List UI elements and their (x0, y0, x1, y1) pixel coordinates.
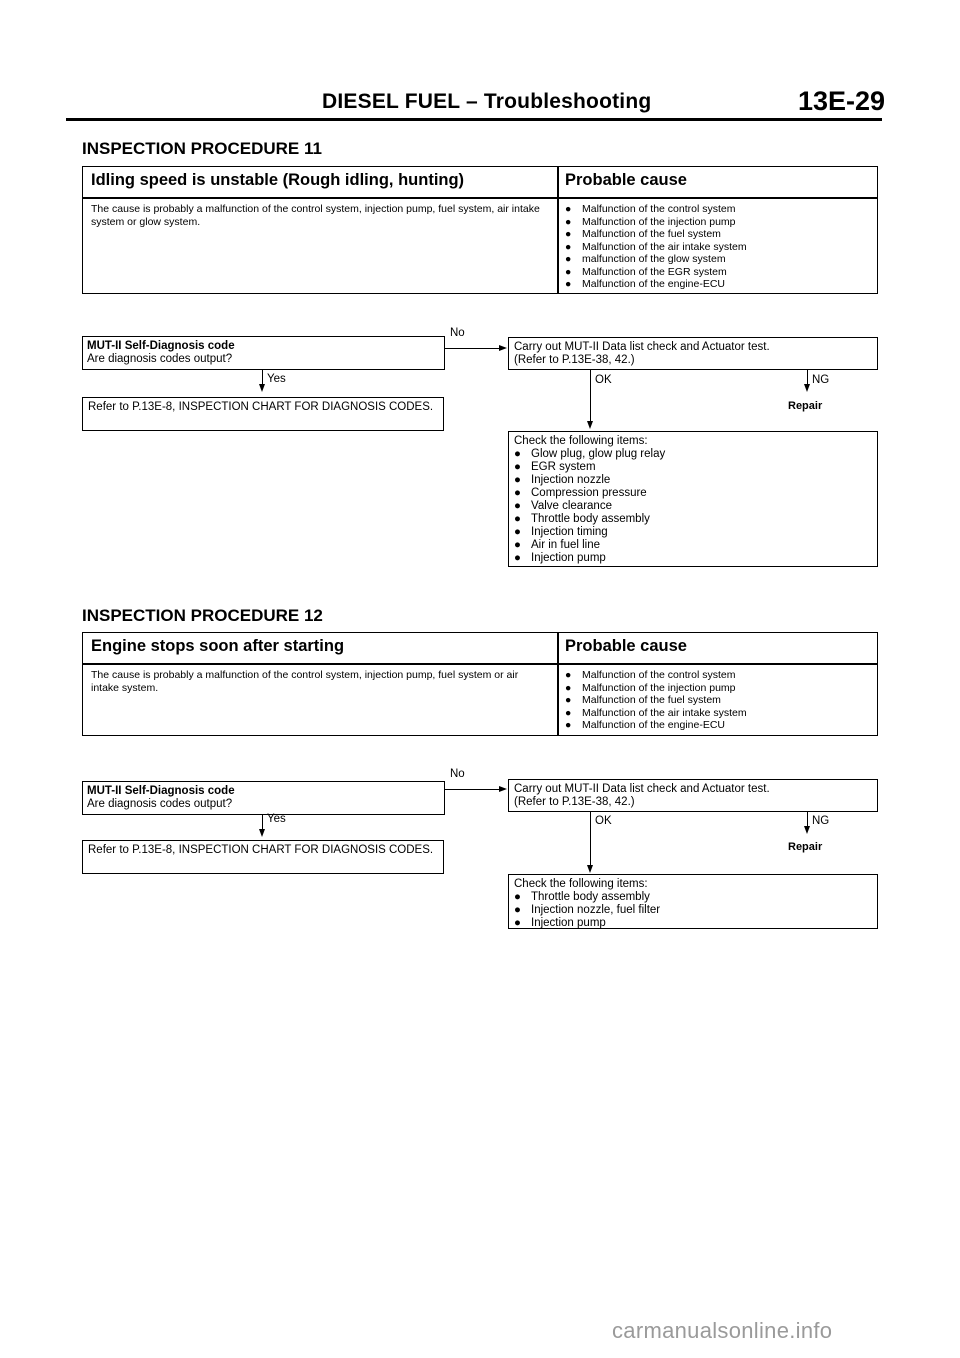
list-item: ● Valve clearance (514, 500, 612, 512)
list-item: ● Injection nozzle (514, 474, 611, 486)
diagnosis-check-title: MUT-II Self-Diagnosis code (87, 785, 235, 797)
probable-cause-list (565, 669, 865, 732)
bullet-icon: ● (514, 891, 521, 903)
arrow-down-icon (259, 829, 265, 837)
diagnosis-check-title: MUT-II Self-Diagnosis code (87, 340, 235, 352)
repair-label: Repair (788, 841, 823, 853)
list-item: ● Malfunction of the injection pump (565, 681, 736, 694)
bullet-icon: ● (514, 526, 521, 538)
bullet-icon: ● (565, 681, 572, 694)
carry-out-line-2: (Refer to P.13E-38, 42.) (514, 796, 635, 808)
bullet-icon: ● (514, 487, 521, 499)
arrow-down-icon (804, 826, 810, 834)
list-item: ● Injection pump (514, 552, 606, 564)
watermark: carmanualsonline.info (612, 1318, 833, 1343)
arrow-right-icon (499, 345, 507, 351)
bullet-icon: ● (565, 228, 572, 240)
no-label: No (450, 327, 465, 339)
list-item: ● Malfunction of the EGR system (565, 265, 727, 278)
bullet-icon: ● (565, 253, 572, 265)
bullet-icon: ● (565, 265, 572, 278)
probable-cause-heading: Probable cause (565, 637, 687, 655)
list-item: ● Injection pump (514, 917, 606, 929)
table-header-divider (83, 197, 877, 199)
procedure-12-title: INSPECTION PROCEDURE 12 (82, 606, 323, 625)
table-column-divider (557, 633, 559, 735)
refer-inspection-chart-box (82, 397, 444, 431)
bullet-icon: ● (514, 448, 521, 460)
refer-text: Refer to P.13E-8, INSPECTION CHART FOR DIAGNOSIS CODES. (88, 844, 434, 856)
no-label: No (450, 768, 465, 780)
list-item: ● Malfunction of the engine-ECU (565, 719, 725, 731)
no-connector-line (444, 348, 500, 349)
list-item: ● Compression pressure (514, 487, 647, 499)
table-header-divider (83, 663, 877, 665)
list-item: ● Glow plug, glow plug relay (514, 448, 666, 460)
cause-description: The cause is probably a malfunction of the control system, injection pump, fuel system or air intake system. (91, 669, 519, 694)
list-item: ● Malfunction of the air intake system (565, 706, 747, 719)
procedure-11-title: INSPECTION PROCEDURE 11 (82, 139, 322, 158)
list-item: ● Malfunction of the engine-ECU (565, 278, 725, 290)
list-item: ● EGR system (514, 461, 596, 473)
ng-label: NG (812, 374, 830, 386)
list-item: ● Malfunction of the fuel system (565, 228, 721, 240)
page-title: DIESEL FUEL – Troubleshooting (322, 90, 652, 113)
bullet-icon: ● (565, 240, 572, 253)
list-item: ● Throttle body assembly (514, 891, 650, 903)
symptom-heading: Idling speed is unstable (Rough idling, hunting) (91, 171, 465, 189)
procedure-11-cause-table (82, 166, 878, 294)
carry-out-test-box (508, 337, 878, 370)
list-item: ● malfunction of the glow system (565, 253, 726, 265)
bullet-icon: ● (514, 904, 521, 916)
bullet-icon: ● (565, 719, 572, 731)
procedure-12-cause-table (82, 632, 878, 736)
check-items-box (508, 431, 878, 567)
ok-connector-line (590, 812, 591, 866)
probable-cause-heading: Probable cause (565, 171, 687, 189)
bullet-icon: ● (514, 552, 521, 564)
box-edge (444, 336, 445, 370)
arrow-down-icon (259, 384, 265, 392)
check-items-box (508, 874, 878, 929)
box-edge (82, 781, 83, 815)
refer-inspection-chart-box (82, 840, 444, 874)
arrow-right-icon (499, 786, 507, 792)
list-item: ● Malfunction of the control system (565, 203, 736, 215)
diagnosis-check-box (82, 781, 444, 815)
list-item: ● Injection nozzle, fuel filter (514, 904, 661, 916)
bullet-icon: ● (565, 215, 572, 228)
list-item: ● Injection timing (514, 526, 608, 538)
list-item: ● Malfunction of the air intake system (565, 240, 747, 253)
bullet-icon: ● (514, 500, 521, 512)
list-item: ● Malfunction of the control system (565, 669, 736, 681)
list-item: ● Malfunction of the injection pump (565, 215, 736, 228)
bullet-icon: ● (514, 474, 521, 486)
diagnosis-check-question: Are diagnosis codes output? (87, 353, 233, 365)
carry-out-test-box (508, 779, 878, 812)
page-number: 13E-29 (798, 86, 886, 116)
diagnosis-check-box (82, 336, 444, 370)
ok-label: OK (595, 815, 612, 827)
check-items-title: Check the following items: (514, 878, 648, 890)
bullet-icon: ● (565, 706, 572, 719)
bullet-icon: ● (565, 694, 572, 706)
carry-out-line-1: Carry out MUT-II Data list check and Actuator test. (514, 783, 770, 795)
cause-description: The cause is probably a malfunction of the control system, injection pump, fuel system, air intake system or glow system. (91, 203, 540, 228)
check-items-list (514, 448, 872, 565)
bullet-icon: ● (565, 203, 572, 215)
table-column-divider (557, 167, 559, 293)
check-items-list (514, 891, 872, 930)
ng-label: NG (812, 815, 830, 827)
carry-out-line-2: (Refer to P.13E-38, 42.) (514, 354, 635, 366)
diagnosis-check-question: Are diagnosis codes output? (87, 798, 233, 810)
arrow-down-icon (804, 384, 810, 392)
yes-label: Yes (267, 373, 286, 385)
bullet-icon: ● (514, 539, 521, 551)
bullet-icon: ● (514, 513, 521, 525)
probable-cause-list (565, 203, 865, 291)
arrow-down-icon (587, 421, 593, 429)
bullet-icon: ● (514, 917, 521, 929)
list-item: ● Air in fuel line (514, 539, 601, 551)
ok-connector-line (590, 370, 591, 422)
list-item: ● Malfunction of the fuel system (565, 694, 721, 706)
carry-out-line-1: Carry out MUT-II Data list check and Actuator test. (514, 341, 770, 353)
refer-text: Refer to P.13E-8, INSPECTION CHART FOR DIAGNOSIS CODES. (88, 401, 434, 413)
arrow-down-icon (587, 865, 593, 873)
check-items-title: Check the following items: (514, 435, 648, 447)
symptom-heading: Engine stops soon after starting (91, 637, 345, 655)
bullet-icon: ● (565, 278, 572, 290)
ok-label: OK (595, 374, 612, 386)
list-item: ● Throttle body assembly (514, 513, 650, 525)
header-rule (66, 118, 882, 121)
box-edge (82, 336, 83, 370)
bullet-icon: ● (565, 669, 572, 681)
repair-label: Repair (788, 400, 823, 412)
box-edge (444, 781, 445, 815)
yes-label: Yes (267, 813, 286, 825)
bullet-icon: ● (514, 461, 521, 473)
no-connector-line (444, 789, 500, 790)
